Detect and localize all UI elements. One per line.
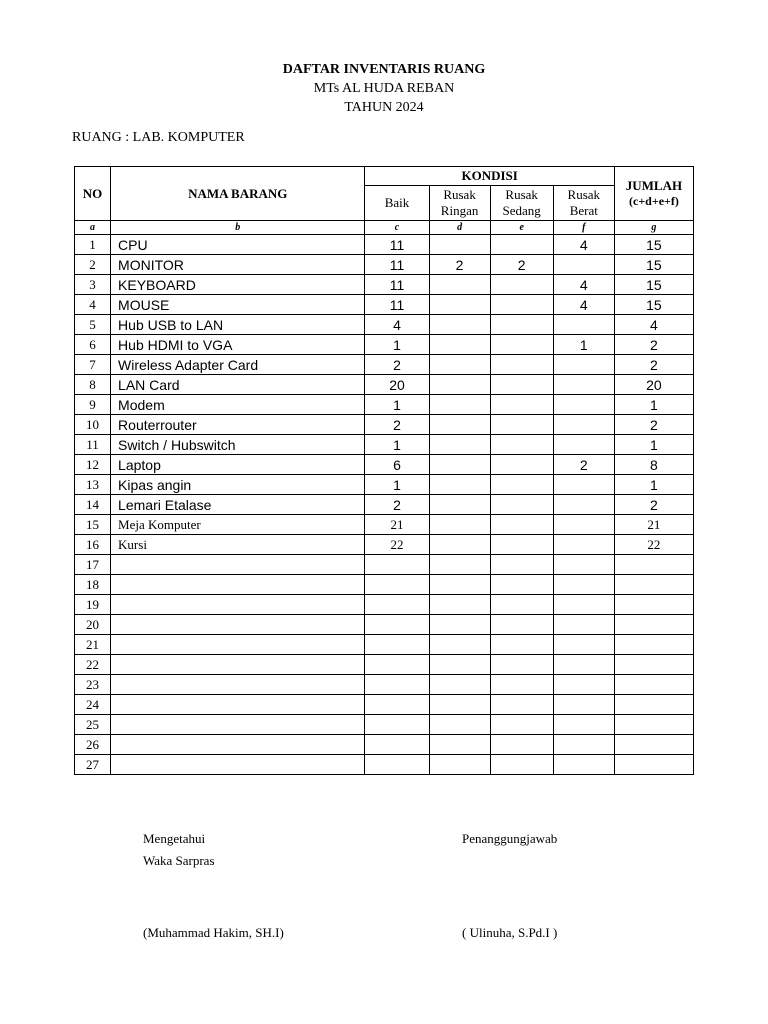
cell-rusak-ringan	[429, 515, 490, 535]
cell-rusak-ringan	[429, 475, 490, 495]
cell-no: 3	[75, 275, 111, 295]
cell-baik: 1	[365, 475, 429, 495]
cell-nama-barang: Kursi	[111, 535, 365, 555]
document-year: TAHUN 2024	[344, 100, 424, 115]
cell-rusak-sedang	[490, 475, 553, 495]
cell-rusak-berat	[553, 595, 614, 615]
cell-jumlah: 15	[614, 295, 693, 315]
table-row	[75, 735, 694, 755]
cell-jumlah: 2	[614, 495, 693, 515]
table-row	[75, 395, 694, 415]
cell-nama-barang: Hub HDMI to VGA	[111, 335, 365, 355]
cell-no: 18	[75, 575, 111, 595]
cell-nama-barang: Modem	[111, 395, 365, 415]
cell-rusak-berat	[553, 755, 614, 775]
cell-jumlah: 15	[614, 255, 693, 275]
header-rusak-berat-line1: Rusak	[567, 187, 601, 202]
cell-baik: 1	[365, 335, 429, 355]
cell-jumlah: 1	[614, 395, 693, 415]
cell-no: 11	[75, 435, 111, 455]
cell-nama-barang: Hub USB to LAN	[111, 315, 365, 335]
cell-baik	[365, 715, 429, 735]
cell-nama-barang	[111, 655, 365, 675]
cell-jumlah	[614, 735, 693, 755]
cell-rusak-ringan	[429, 615, 490, 635]
room-label: RUANG : LAB. KOMPUTER	[72, 130, 245, 145]
table-row	[75, 275, 694, 295]
cell-rusak-ringan	[429, 555, 490, 575]
cell-rusak-berat	[553, 475, 614, 495]
header-nama-barang: NAMA BARANG	[111, 167, 365, 221]
cell-nama-barang: Kipas angin	[111, 475, 365, 495]
cell-no: 24	[75, 695, 111, 715]
table-row	[75, 455, 694, 475]
column-letter-row	[75, 221, 694, 235]
cell-rusak-berat	[553, 635, 614, 655]
cell-rusak-sedang	[490, 655, 553, 675]
cell-nama-barang: MONITOR	[111, 255, 365, 275]
cell-rusak-sedang	[490, 695, 553, 715]
school-name: MTs AL HUDA REBAN	[313, 81, 455, 96]
cell-rusak-berat	[553, 675, 614, 695]
cell-rusak-sedang	[490, 335, 553, 355]
cell-baik: 2	[365, 415, 429, 435]
cell-rusak-sedang	[490, 595, 553, 615]
table-row	[75, 615, 694, 635]
table-row	[75, 695, 694, 715]
cell-jumlah: 2	[614, 415, 693, 435]
cell-no: 15	[75, 515, 111, 535]
cell-baik: 6	[365, 455, 429, 475]
cell-baik: 4	[365, 315, 429, 335]
cell-rusak-ringan	[429, 455, 490, 475]
table-row	[75, 335, 694, 355]
signature-right-line1: Penanggungjawab	[462, 831, 558, 846]
cell-rusak-sedang	[490, 315, 553, 335]
cell-nama-barang	[111, 595, 365, 615]
cell-nama-barang: MOUSE	[111, 295, 365, 315]
cell-nama-barang	[111, 615, 365, 635]
cell-jumlah: 1	[614, 475, 693, 495]
cell-rusak-berat: 4	[553, 295, 614, 315]
header-rusak-ringan	[429, 186, 490, 221]
cell-rusak-berat	[553, 735, 614, 755]
letter-b: b	[111, 221, 365, 235]
cell-jumlah: 2	[614, 355, 693, 375]
cell-no: 20	[75, 615, 111, 635]
table-row	[75, 295, 694, 315]
cell-nama-barang: LAN Card	[111, 375, 365, 395]
cell-rusak-berat	[553, 395, 614, 415]
cell-rusak-ringan	[429, 495, 490, 515]
header-jumlah-label: JUMLAH	[625, 178, 683, 193]
cell-rusak-ringan	[429, 235, 490, 255]
cell-rusak-berat	[553, 615, 614, 635]
cell-nama-barang: Routerrouter	[111, 415, 365, 435]
cell-baik: 11	[365, 275, 429, 295]
cell-no: 25	[75, 715, 111, 735]
table-row	[75, 315, 694, 335]
table-row	[75, 415, 694, 435]
cell-no: 9	[75, 395, 111, 415]
cell-rusak-sedang	[490, 575, 553, 595]
cell-no: 13	[75, 475, 111, 495]
cell-rusak-berat	[553, 435, 614, 455]
cell-rusak-berat: 2	[553, 455, 614, 475]
header-rusak-sedang-line2: Sedang	[502, 203, 541, 218]
cell-jumlah: 15	[614, 235, 693, 255]
cell-rusak-ringan	[429, 275, 490, 295]
cell-baik: 20	[365, 375, 429, 395]
header-jumlah-formula: (c+d+e+f)	[629, 194, 679, 208]
cell-nama-barang	[111, 635, 365, 655]
cell-baik	[365, 735, 429, 755]
cell-rusak-ringan	[429, 315, 490, 335]
table-row	[75, 435, 694, 455]
cell-rusak-sedang	[490, 715, 553, 735]
cell-rusak-sedang	[490, 555, 553, 575]
cell-jumlah	[614, 675, 693, 695]
table-row	[75, 235, 694, 255]
cell-rusak-sedang: 2	[490, 255, 553, 275]
cell-rusak-ringan	[429, 535, 490, 555]
cell-rusak-ringan	[429, 735, 490, 755]
cell-rusak-sedang	[490, 635, 553, 655]
inventory-table	[74, 166, 694, 775]
cell-nama-barang: CPU	[111, 235, 365, 255]
cell-rusak-berat	[553, 315, 614, 335]
table-row	[75, 655, 694, 675]
cell-baik	[365, 575, 429, 595]
cell-rusak-ringan	[429, 415, 490, 435]
cell-nama-barang: Wireless Adapter Card	[111, 355, 365, 375]
table-row	[75, 595, 694, 615]
cell-rusak-ringan	[429, 695, 490, 715]
cell-jumlah: 1	[614, 435, 693, 455]
cell-baik: 2	[365, 355, 429, 375]
cell-rusak-sedang	[490, 535, 553, 555]
table-row	[75, 675, 694, 695]
cell-jumlah: 20	[614, 375, 693, 395]
cell-rusak-berat: 1	[553, 335, 614, 355]
letter-c: c	[365, 221, 429, 235]
cell-jumlah: 22	[614, 535, 693, 555]
cell-baik	[365, 555, 429, 575]
cell-no: 16	[75, 535, 111, 555]
letter-f: f	[553, 221, 614, 235]
cell-rusak-sedang	[490, 735, 553, 755]
cell-rusak-ringan	[429, 655, 490, 675]
header-kondisi: KONDISI	[365, 167, 614, 186]
cell-rusak-sedang	[490, 755, 553, 775]
cell-jumlah: 4	[614, 315, 693, 335]
signature-right-name: ( Ulinuha, S.Pd.I )	[462, 925, 558, 940]
table-row	[75, 555, 694, 575]
cell-rusak-berat	[553, 695, 614, 715]
header-rusak-ringan-line2: Ringan	[440, 203, 479, 218]
cell-no: 10	[75, 415, 111, 435]
cell-no: 22	[75, 655, 111, 675]
header-baik: Baik	[365, 186, 429, 221]
cell-baik: 1	[365, 435, 429, 455]
cell-rusak-ringan	[429, 375, 490, 395]
table-row	[75, 715, 694, 735]
cell-jumlah	[614, 575, 693, 595]
table-row	[75, 535, 694, 555]
cell-jumlah: 21	[614, 515, 693, 535]
header-rusak-sedang	[490, 186, 553, 221]
header-rusak-berat-line2: Berat	[569, 203, 598, 218]
cell-rusak-berat	[553, 655, 614, 675]
cell-nama-barang: KEYBOARD	[111, 275, 365, 295]
cell-rusak-ringan	[429, 435, 490, 455]
cell-baik: 11	[365, 255, 429, 275]
cell-rusak-berat	[553, 555, 614, 575]
cell-rusak-sedang	[490, 395, 553, 415]
table-row	[75, 375, 694, 395]
cell-rusak-berat	[553, 535, 614, 555]
table-row	[75, 355, 694, 375]
cell-baik	[365, 635, 429, 655]
cell-baik: 11	[365, 295, 429, 315]
cell-jumlah: 15	[614, 275, 693, 295]
signature-left-name: (Muhammad Hakim, SH.I)	[143, 925, 284, 940]
table-row	[75, 495, 694, 515]
inventory-body	[75, 235, 694, 775]
cell-rusak-berat	[553, 415, 614, 435]
cell-no: 6	[75, 335, 111, 355]
cell-rusak-ringan	[429, 635, 490, 655]
cell-nama-barang: Lemari Etalase	[111, 495, 365, 515]
cell-rusak-berat	[553, 255, 614, 275]
cell-nama-barang	[111, 555, 365, 575]
cell-no: 23	[75, 675, 111, 695]
cell-rusak-sedang	[490, 495, 553, 515]
cell-nama-barang: Laptop	[111, 455, 365, 475]
cell-baik	[365, 615, 429, 635]
header-jumlah	[614, 167, 693, 221]
signature-left-line2: Waka Sarpras	[143, 853, 215, 868]
cell-no: 17	[75, 555, 111, 575]
cell-rusak-sedang	[490, 295, 553, 315]
cell-rusak-ringan	[429, 595, 490, 615]
table-row	[75, 255, 694, 275]
cell-rusak-sedang	[490, 615, 553, 635]
document-header	[0, 60, 768, 117]
cell-rusak-ringan	[429, 575, 490, 595]
cell-baik	[365, 655, 429, 675]
cell-rusak-ringan	[429, 675, 490, 695]
cell-nama-barang	[111, 735, 365, 755]
cell-jumlah: 8	[614, 455, 693, 475]
table-row	[75, 575, 694, 595]
header-rusak-ringan-line1: Rusak	[443, 187, 476, 202]
cell-rusak-ringan	[429, 715, 490, 735]
cell-rusak-berat	[553, 515, 614, 535]
letter-g: g	[614, 221, 693, 235]
cell-jumlah	[614, 755, 693, 775]
header-no: NO	[75, 167, 111, 221]
cell-jumlah	[614, 615, 693, 635]
cell-nama-barang: Meja Komputer	[111, 515, 365, 535]
cell-baik	[365, 595, 429, 615]
table-row	[75, 515, 694, 535]
cell-jumlah: 2	[614, 335, 693, 355]
cell-no: 12	[75, 455, 111, 475]
cell-rusak-sedang	[490, 375, 553, 395]
cell-nama-barang	[111, 695, 365, 715]
cell-no: 26	[75, 735, 111, 755]
cell-no: 2	[75, 255, 111, 275]
cell-rusak-berat	[553, 495, 614, 515]
signature-left	[143, 828, 215, 872]
cell-rusak-berat: 4	[553, 235, 614, 255]
cell-no: 5	[75, 315, 111, 335]
cell-rusak-sedang	[490, 275, 553, 295]
cell-nama-barang: Switch / Hubswitch	[111, 435, 365, 455]
cell-rusak-sedang	[490, 455, 553, 475]
header-rusak-sedang-line1: Rusak	[505, 187, 538, 202]
document-title: DAFTAR INVENTARIS RUANG	[282, 62, 486, 77]
cell-jumlah	[614, 715, 693, 735]
cell-baik: 22	[365, 535, 429, 555]
cell-rusak-ringan	[429, 395, 490, 415]
cell-jumlah	[614, 695, 693, 715]
cell-no: 4	[75, 295, 111, 315]
cell-rusak-berat	[553, 715, 614, 735]
signature-left-line1: Mengetahui	[143, 831, 206, 846]
cell-rusak-sedang	[490, 675, 553, 695]
table-row	[75, 475, 694, 495]
signature-right	[462, 828, 557, 850]
cell-nama-barang	[111, 715, 365, 735]
cell-jumlah	[614, 655, 693, 675]
cell-no: 14	[75, 495, 111, 515]
cell-baik: 2	[365, 495, 429, 515]
cell-rusak-berat	[553, 375, 614, 395]
cell-baik: 1	[365, 395, 429, 415]
table-row	[75, 635, 694, 655]
cell-nama-barang	[111, 675, 365, 695]
cell-rusak-sedang	[490, 515, 553, 535]
cell-nama-barang	[111, 575, 365, 595]
cell-baik	[365, 675, 429, 695]
letter-e: e	[490, 221, 553, 235]
letter-a: a	[75, 221, 111, 235]
cell-jumlah	[614, 555, 693, 575]
cell-baik	[365, 695, 429, 715]
cell-baik	[365, 755, 429, 775]
cell-jumlah	[614, 635, 693, 655]
cell-rusak-ringan	[429, 295, 490, 315]
cell-rusak-ringan	[429, 335, 490, 355]
cell-no: 7	[75, 355, 111, 375]
header-rusak-berat	[553, 186, 614, 221]
cell-no: 1	[75, 235, 111, 255]
cell-baik: 21	[365, 515, 429, 535]
cell-rusak-sedang	[490, 355, 553, 375]
cell-rusak-sedang	[490, 235, 553, 255]
cell-jumlah	[614, 595, 693, 615]
cell-rusak-berat	[553, 575, 614, 595]
cell-no: 19	[75, 595, 111, 615]
cell-baik: 11	[365, 235, 429, 255]
cell-rusak-berat: 4	[553, 275, 614, 295]
table-row	[75, 755, 694, 775]
letter-d: d	[429, 221, 490, 235]
cell-no: 21	[75, 635, 111, 655]
cell-rusak-sedang	[490, 415, 553, 435]
cell-no: 27	[75, 755, 111, 775]
cell-rusak-sedang	[490, 435, 553, 455]
cell-rusak-ringan	[429, 755, 490, 775]
cell-nama-barang	[111, 755, 365, 775]
cell-rusak-ringan	[429, 355, 490, 375]
cell-rusak-ringan: 2	[429, 255, 490, 275]
cell-no: 8	[75, 375, 111, 395]
cell-rusak-berat	[553, 355, 614, 375]
